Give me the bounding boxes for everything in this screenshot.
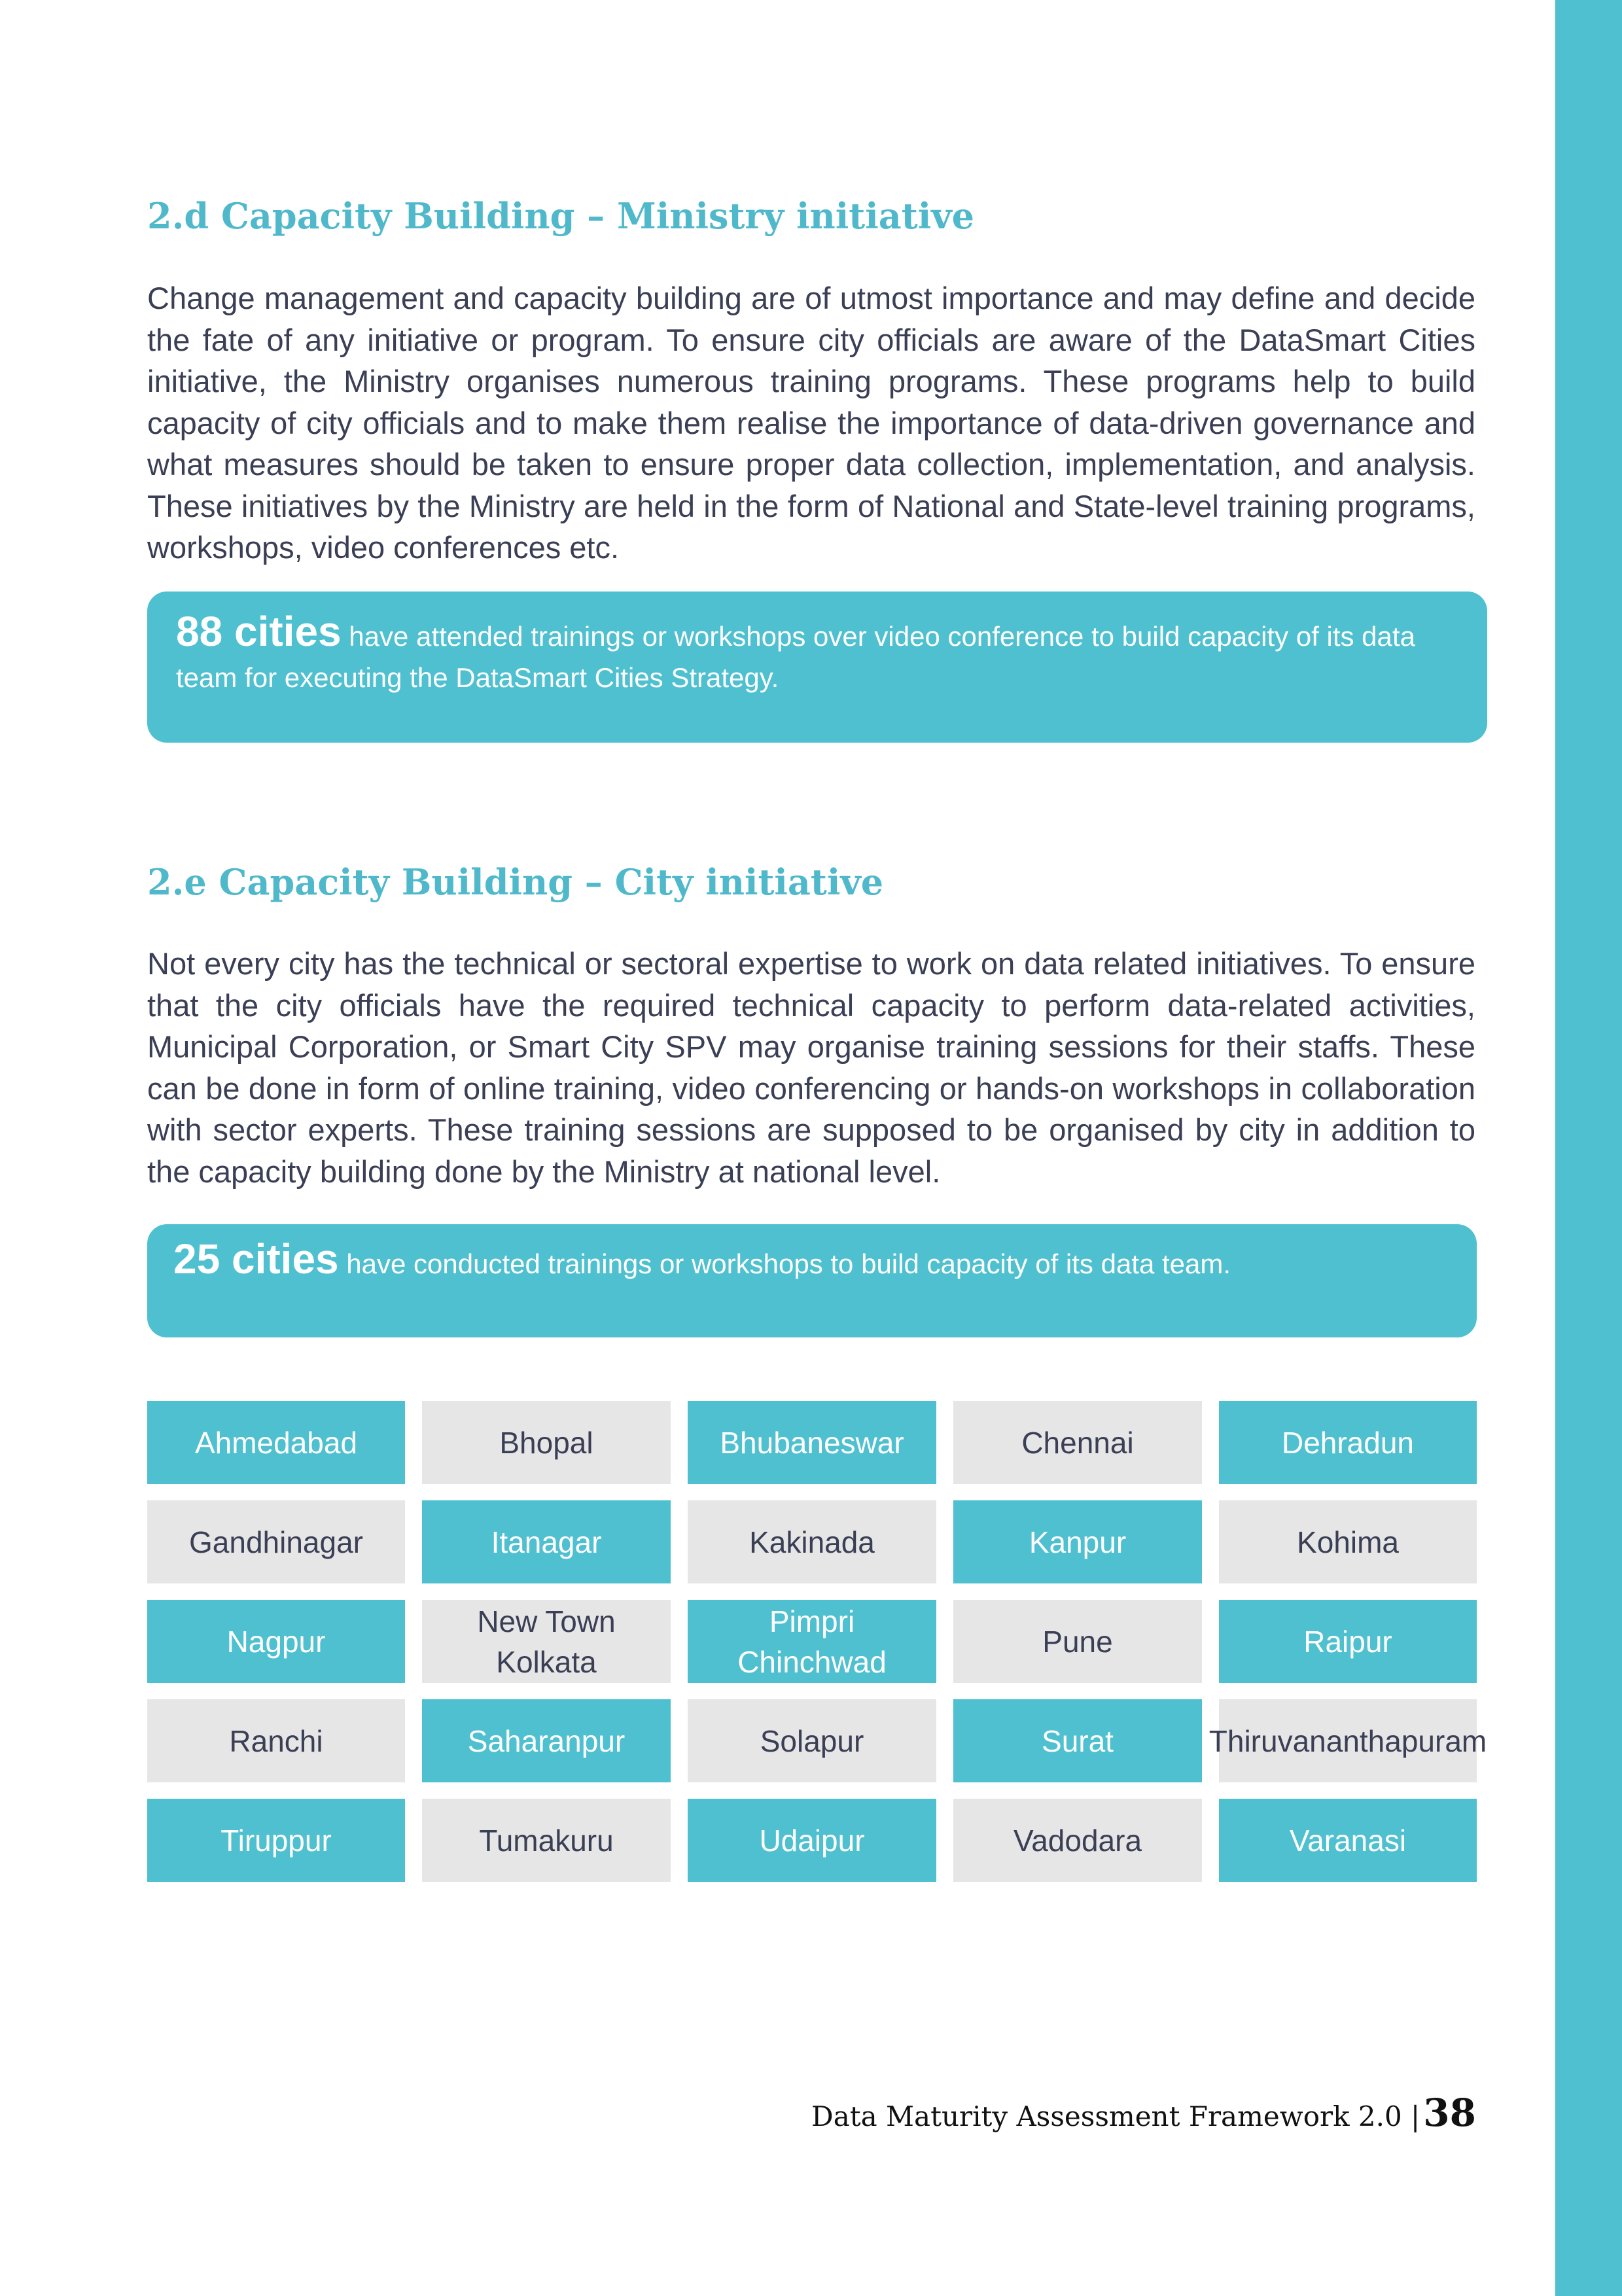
city-cell: Udaipur	[688, 1799, 936, 1882]
city-grid	[147, 1401, 1487, 1882]
city-cell: Chennai	[953, 1401, 1202, 1484]
section-d-heading: 2.d Capacity Building – Ministry initiative	[147, 195, 974, 237]
city-cell: Saharanpur	[422, 1699, 671, 1782]
city-cell: Dehradun	[1219, 1401, 1477, 1484]
footer-doc-title: Data Maturity Assessment Framework 2.0 |	[811, 2100, 1420, 2132]
city-cell: Itanagar	[422, 1500, 671, 1583]
callout-text: have attended trainings or workshops over video conference to build capacity of its data team for executing the DataSmart Cities Strategy.	[176, 621, 1415, 693]
section-e-paragraph: Not every city has the technical or sectoral expertise to work on data related initiatives. To ensure that the city officials have the required technical capacity to perform data-related activities, Municipal Corporation, or Smart City SPV may organise training sessions for their staffs. These can be done in form of online training, video conferencing or hands-on workshops in collaboration with sector experts. These training sessions are supposed to be organised by city in addition to the capacity building done by the Ministry at national level.	[147, 946, 1475, 1189]
city-cell: Pune	[953, 1600, 1202, 1683]
city-cell: Solapur	[688, 1699, 936, 1782]
city-cell: Varanasi	[1219, 1799, 1477, 1882]
callout-city-count: 88 cities	[176, 608, 342, 655]
section-e-heading: 2.e Capacity Building – City initiative	[147, 861, 884, 903]
side-accent-bar	[1555, 0, 1622, 2296]
city-cell: Kakinada	[688, 1500, 936, 1583]
city-cell: New Town Kolkata	[422, 1600, 671, 1683]
city-cell: Ranchi	[147, 1699, 405, 1782]
city-cell: Bhubaneswar	[688, 1401, 936, 1484]
page-footer	[811, 2091, 1476, 2135]
city-cell: Ahmedabad	[147, 1401, 405, 1484]
ministry-training-callout	[147, 592, 1487, 743]
city-training-callout	[147, 1224, 1477, 1337]
city-cell: Surat	[953, 1699, 1202, 1782]
callout-text: have conducted trainings or workshops to build capacity of its data team.	[346, 1248, 1231, 1279]
section-d-paragraph: Change management and capacity building are of utmost importance and may define and decide the fate of any initiative or program. To ensure city officials are aware of the DataSmart Cities initiative, the Ministry organises numerous training programs. These programs help to build capacity of city officials and to make them realise the importance of data-driven governance and what measures should be taken to ensure proper data collection, implementation, and analysis. These initiatives by the Ministry are held in the form of National and State-level training programs, workshops, video conferences etc.	[147, 281, 1475, 565]
page-number: 38	[1423, 2091, 1476, 2135]
city-cell: Kohima	[1219, 1500, 1477, 1583]
city-cell: Nagpur	[147, 1600, 405, 1683]
callout-city-count: 25 cities	[173, 1235, 339, 1282]
city-cell: Vadodara	[953, 1799, 1202, 1882]
city-cell: Tiruppur	[147, 1799, 405, 1882]
city-cell: Gandhinagar	[147, 1500, 405, 1583]
city-cell: Bhopal	[422, 1401, 671, 1484]
city-cell: Kanpur	[953, 1500, 1202, 1583]
city-cell: Raipur	[1219, 1600, 1477, 1683]
city-cell: Pimpri Chinchwad	[688, 1600, 936, 1683]
city-cell: Tumakuru	[422, 1799, 671, 1882]
city-cell: Thiruvananthapuram	[1219, 1699, 1477, 1782]
